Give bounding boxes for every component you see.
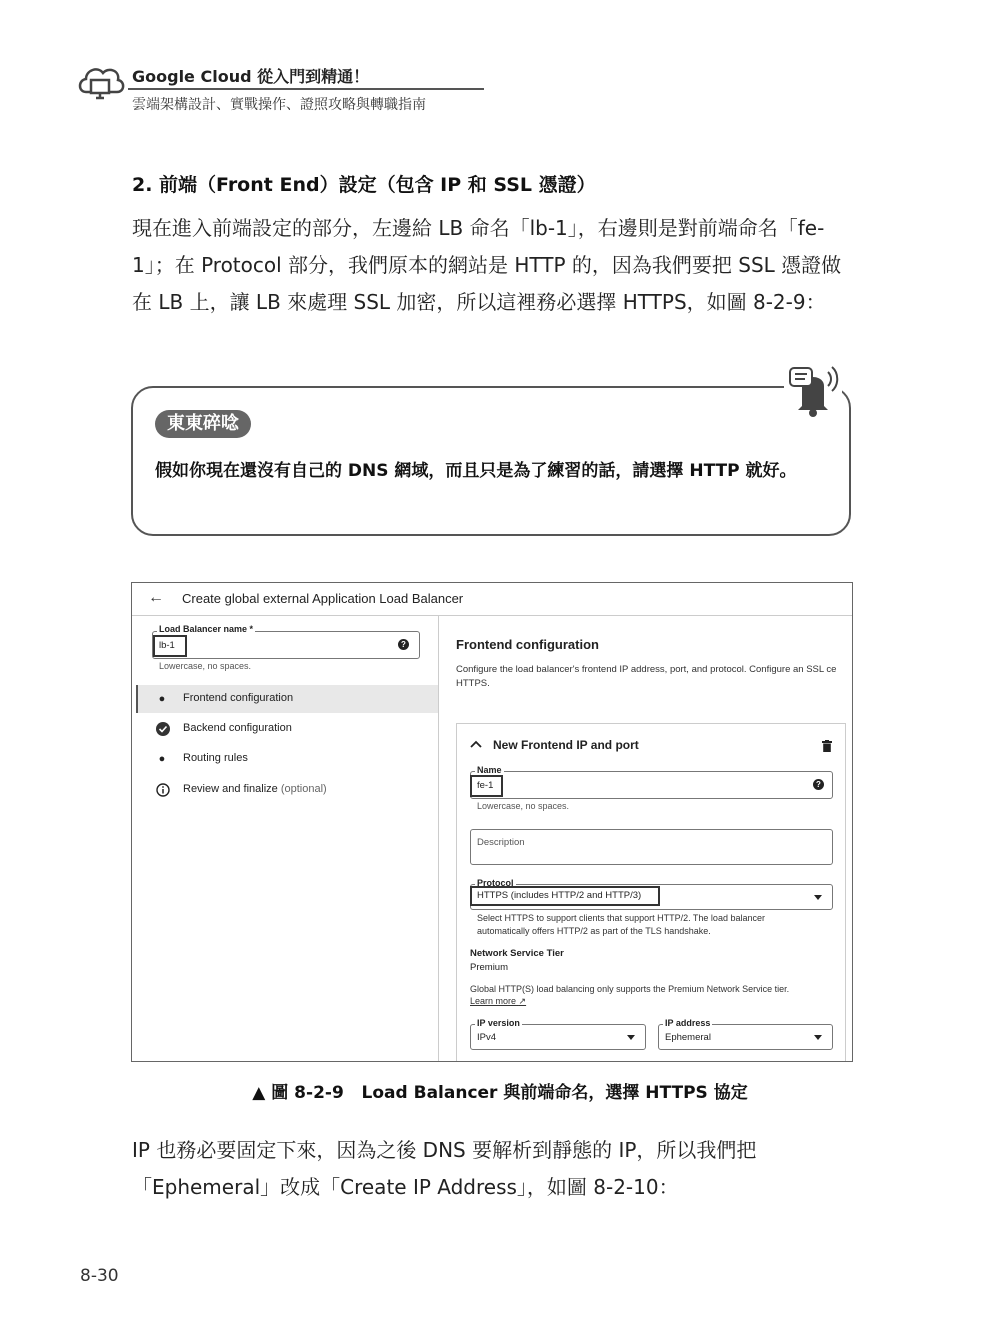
protocol-help-line2: automatically offers HTTP/2 as part of the TLS handshake.: [477, 926, 711, 936]
network-tier-note: Global HTTP(S) load balancing only supports the Premium Network Service tier.: [470, 984, 790, 994]
protocol-value: HTTPS (includes HTTP/2 and HTTP/3): [477, 890, 642, 901]
network-tier-value: Premium: [470, 962, 509, 973]
nav-routing-rules[interactable]: [136, 745, 438, 773]
check-circle-icon: [156, 722, 168, 734]
ip-address-label: IP address: [665, 1018, 711, 1028]
console-screenshot: [131, 582, 853, 1062]
caption-number: 圖 8-2-9: [271, 1083, 344, 1103]
protocol-label: Protocol: [477, 878, 514, 888]
help-icon[interactable]: ?: [398, 639, 409, 650]
page-title: Create global external Application Load Balancer: [182, 591, 464, 606]
learn-more-text: Learn more: [470, 996, 517, 1006]
cloud-monitor-icon: [76, 62, 126, 104]
frontend-name-label: Name: [477, 765, 502, 775]
bell-icon: [784, 356, 842, 418]
body-paragraph: 現在進入前端設定的部分，左邊給 LB 命名「lb-1」，右邊則是對前端命名「fe-1」；在 Protocol 部分，我們原本的網站是 HTTP 的，因為我們要把 SSL 憑證做在 LB 上，讓 LB 來處理 SSL 加密，所以這裡務必選擇 HTTPS，如圖 8-2-9：: [132, 216, 842, 314]
nav-label: [183, 783, 327, 795]
caption-text: Load Balancer 與前端命名，選擇 HTTPS 協定: [361, 1083, 748, 1103]
caption-marker: ▲: [252, 1083, 266, 1103]
help-icon[interactable]: ?: [813, 779, 824, 790]
lb-name-hint: Lowercase, no spaces.: [159, 661, 252, 671]
nav-label-text: Review and finalize: [183, 783, 278, 795]
section-heading: 2. 前端（Front End）設定（包含 IP 和 SSL 憑證）: [132, 174, 596, 196]
info-icon: [156, 783, 168, 795]
title-divider: [132, 615, 853, 616]
chevron-up-icon[interactable]: [470, 737, 482, 751]
bullet-icon: ●: [158, 693, 166, 705]
header-divider: [128, 88, 484, 90]
back-arrow-icon[interactable]: ←: [148, 589, 164, 606]
callout-text: 假如你現在還沒有自己的 DNS 網域，而且只是為了練習的話，請選擇 HTTP 就好。: [155, 461, 797, 481]
description-placeholder: Description: [477, 837, 525, 848]
frontend-name-hint: Lowercase, no spaces.: [477, 801, 570, 811]
ip-version-value: IPv4: [477, 1032, 497, 1043]
dropdown-arrow-icon[interactable]: [814, 1035, 822, 1040]
column-divider: [438, 616, 439, 1062]
book-subtitle: 雲端架構設計、實戰操作、證照攻略與轉職指南: [132, 97, 426, 113]
frontend-config-title: Frontend configuration: [456, 637, 599, 652]
nav-frontend-configuration[interactable]: [136, 685, 438, 713]
figure-caption: [0, 1078, 1000, 1103]
body-paragraph: IP 也務必要固定下來，因為之後 DNS 要解析到靜態的 IP，所以我們把「Ephemeral」改成「Create IP Address」，如圖 8-2-10：: [132, 1138, 757, 1199]
ip-address-value: Ephemeral: [665, 1032, 711, 1043]
dropdown-arrow-icon[interactable]: [627, 1035, 635, 1040]
frontend-name-field[interactable]: [470, 771, 833, 799]
ip-version-label: IP version: [477, 1018, 520, 1028]
nav-review-and-finalize[interactable]: [136, 776, 438, 804]
learn-more-link[interactable]: [470, 995, 526, 1008]
book-title: Google Cloud 從入門到精通！: [132, 67, 370, 86]
nav-label: Routing rules: [183, 752, 248, 764]
bullet-icon: ●: [158, 753, 166, 765]
nav-label: Frontend configuration: [183, 692, 294, 704]
frontend-config-desc: Configure the load balancer's frontend IP address, port, and protocol. Configure an SSL ce HTTPS.: [456, 664, 837, 689]
dropdown-arrow-icon[interactable]: [814, 895, 822, 900]
nav-optional-tag: (optional): [280, 783, 327, 795]
nav-active-indicator: [136, 685, 138, 713]
callout-tag: 東東碎唸: [155, 410, 251, 438]
lb-name-value: lb-1: [159, 640, 175, 651]
trash-icon[interactable]: [822, 739, 832, 751]
nav-label: Backend configuration: [183, 722, 292, 734]
external-link-icon: ↗: [518, 996, 527, 1006]
lb-name-field[interactable]: [152, 631, 420, 659]
frontend-name-value: fe-1: [477, 780, 494, 791]
network-tier-label: Network Service Tier: [470, 948, 564, 959]
protocol-help-line1: Select HTTPS to support clients that support HTTP/2. The load balancer: [477, 913, 765, 923]
panel-title: New Frontend IP and port: [493, 738, 639, 752]
page-number: 8-30: [80, 1266, 119, 1286]
nav-backend-configuration[interactable]: [136, 715, 438, 743]
lb-name-label: Load Balancer name *: [159, 624, 254, 634]
